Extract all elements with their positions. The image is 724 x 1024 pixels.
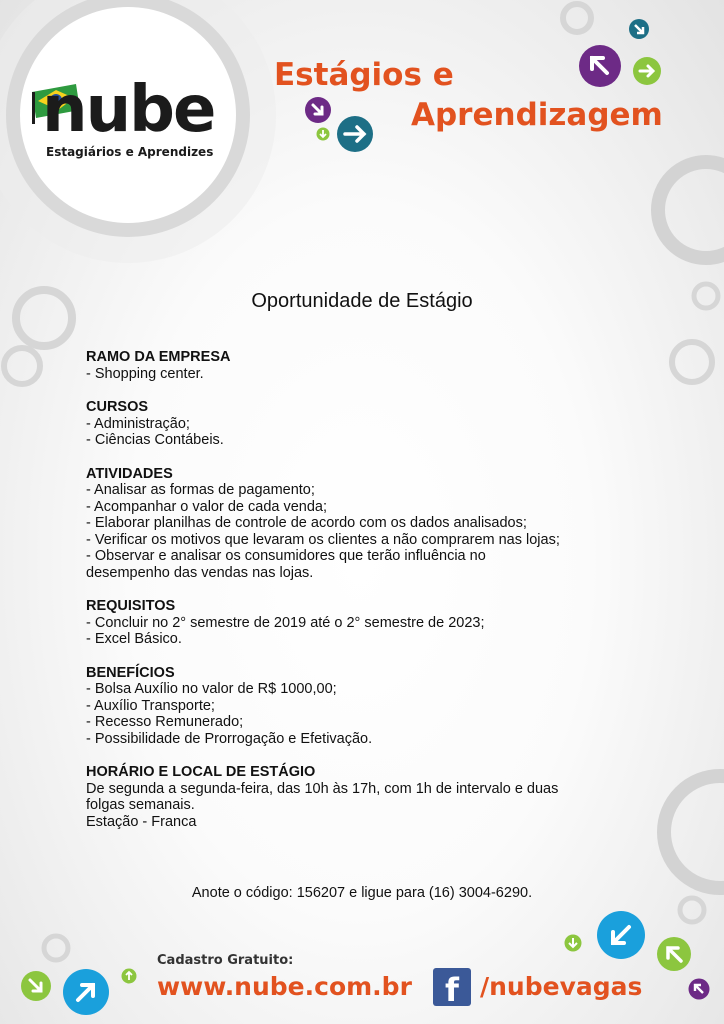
section-heading: BENEFÍCIOS	[86, 664, 175, 681]
section-cursos	[86, 399, 656, 449]
arrow-circle-icon	[316, 127, 330, 141]
section-line: - Acompanhar o valor de cada venda;	[86, 498, 328, 515]
arrow-circle-icon	[121, 968, 137, 984]
facebook-icon[interactable]: f	[433, 968, 471, 1006]
section-heading: CURSOS	[86, 399, 149, 415]
ring-top-small	[563, 4, 591, 32]
section-line: De segunda a segunda-feira, das 10h às 17h, com 1h de intervalo e duas	[86, 780, 559, 797]
section-line: - Auxílio Transporte;	[86, 697, 215, 714]
ring-left-small	[4, 348, 40, 384]
ring-right-bottom-small	[680, 898, 704, 922]
section-atividades	[86, 466, 656, 582]
document-body	[86, 349, 656, 847]
ring-top-right	[658, 162, 724, 258]
section-line: - Bolsa Auxílio no valor de R$ 1000,00;	[86, 681, 337, 697]
section-heading: HORÁRIO E LOCAL DE ESTÁGIO	[86, 764, 316, 780]
section-ramo-empresa	[86, 349, 656, 382]
section-line: Estação - Franca	[86, 813, 197, 830]
section-requisitos	[86, 598, 656, 648]
section-line: - Shopping center.	[86, 365, 204, 382]
section-line: - Excel Básico.	[86, 631, 182, 647]
document-title: Oportunidade de Estágio	[251, 290, 473, 312]
section-line: - Observar e analisar os consumidores que terão influência no	[86, 548, 486, 564]
logo-tagline: Estagiários e Aprendizes	[46, 145, 214, 159]
arrow-circle-icon	[656, 936, 692, 972]
section-line: folgas semanais.	[86, 797, 195, 813]
section-line: - Ciências Contábeis.	[86, 432, 224, 448]
facebook-handle-link[interactable]: /nubevagas	[480, 972, 643, 1001]
website-link[interactable]: www.nube.com.br	[157, 972, 412, 1001]
section-line: - Elaborar planilhas de controle de acordo com os dados analisados;	[86, 515, 527, 531]
ring-right-mid	[672, 342, 712, 382]
section-beneficios	[86, 665, 656, 748]
arrow-circle-icon	[632, 56, 662, 86]
section-line: - Analisar as formas de pagamento;	[86, 482, 315, 498]
contact-note: Anote o código: 156207 e ligue para (16) 3004-6290.	[191, 885, 533, 901]
arrow-circle-icon	[688, 978, 710, 1000]
ring-right-bottom	[664, 776, 724, 888]
signup-label: Cadastro Gratuito:	[157, 953, 294, 968]
section-line: - Verificar os motivos que levaram os clientes a não comprarem nas lojas;	[86, 531, 560, 548]
section-horario-local	[86, 764, 656, 830]
section-heading: REQUISITOS	[86, 598, 176, 614]
ring-bottom-left-small	[44, 936, 68, 960]
header-title-line1: Estágios e	[274, 57, 454, 93]
arrow-circle-icon	[628, 18, 650, 40]
section-line: - Administração;	[86, 415, 190, 432]
arrow-circle-icon	[336, 115, 374, 153]
section-heading: RAMO DA EMPRESA	[86, 349, 231, 365]
section-line: - Possibilidade de Prorrogação e Efetivação.	[86, 730, 373, 747]
section-line: - Concluir no 2° semestre de 2019 até o 2° semestre de 2023;	[86, 614, 485, 631]
arrow-circle-icon	[62, 968, 110, 1016]
arrow-circle-icon	[578, 44, 622, 88]
arrow-circle-icon	[564, 934, 582, 952]
arrow-circle-icon	[304, 96, 332, 124]
arrow-circle-icon	[596, 910, 646, 960]
arrow-circle-icon	[20, 970, 52, 1002]
section-line: desempenho das vendas nas lojas.	[86, 564, 314, 581]
header-title-line2: Aprendizagem	[411, 97, 663, 133]
section-heading: ATIVIDADES	[86, 465, 173, 482]
logo-text: nube	[42, 73, 215, 147]
section-line: - Recesso Remunerado;	[86, 714, 244, 730]
